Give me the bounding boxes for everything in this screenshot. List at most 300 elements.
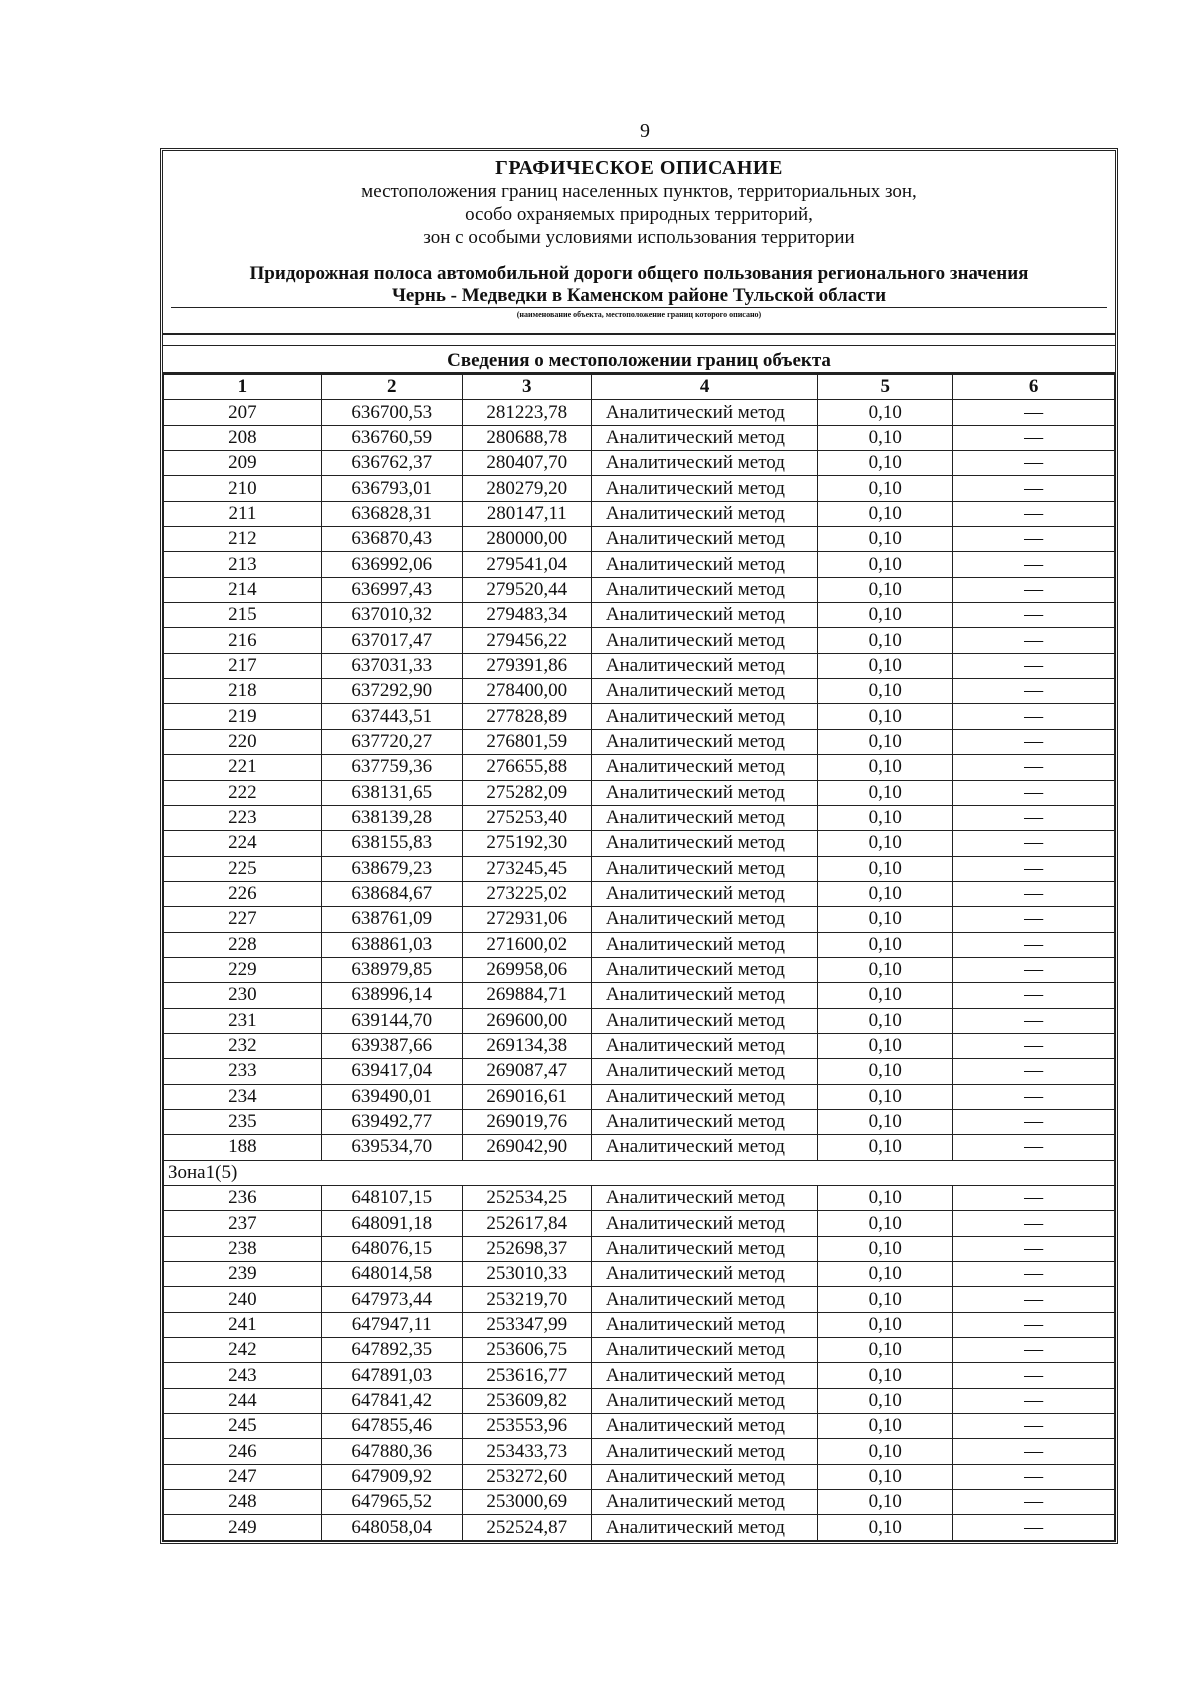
coord-y: 280407,70 [462,451,591,476]
point-number: 238 [164,1236,322,1261]
table-row [164,856,1115,881]
subtitle-line: особо охраняемых природных территорий, [465,204,813,225]
method-cell: Аналитический метод [591,1338,817,1363]
coord-y: 269134,38 [462,1033,591,1058]
coord-x: 639417,04 [321,1059,462,1084]
accuracy-cell: 0,10 [818,425,953,450]
column-header: 3 [462,375,591,400]
description-cell: — [953,983,1115,1008]
column-header: 4 [591,375,817,400]
coord-y: 253553,96 [462,1414,591,1439]
description-cell: — [953,1135,1115,1160]
table-row [164,1008,1115,1033]
table-row [164,1186,1115,1211]
table-row [164,476,1115,501]
coord-x: 648014,58 [321,1262,462,1287]
coord-x: 636997,43 [321,577,462,602]
table-row [164,653,1115,678]
method-cell: Аналитический метод [591,1439,817,1464]
accuracy-cell: 0,10 [818,552,953,577]
coord-x: 638131,65 [321,780,462,805]
point-number: 215 [164,603,322,628]
description-cell: — [953,1515,1115,1540]
coord-y: 253347,99 [462,1312,591,1337]
table-row [164,425,1115,450]
coord-x: 636760,59 [321,425,462,450]
coord-x: 648091,18 [321,1211,462,1236]
description-cell: — [953,577,1115,602]
description-cell: — [953,1262,1115,1287]
accuracy-cell: 0,10 [818,1338,953,1363]
coord-y: 253609,82 [462,1388,591,1413]
point-number: 208 [164,425,322,450]
point-number: 213 [164,552,322,577]
zone-label: Зона1(5) [164,1160,1115,1185]
accuracy-cell: 0,10 [818,577,953,602]
description-cell: — [953,1186,1115,1211]
description-cell: — [953,1211,1115,1236]
coord-y: 278400,00 [462,679,591,704]
coord-x: 638761,09 [321,907,462,932]
coord-y: 281223,78 [462,400,591,425]
subtitle-line: местоположения границ населенных пунктов, территориальных зон, [361,181,917,202]
method-cell: Аналитический метод [591,856,817,881]
accuracy-cell: 0,10 [818,628,953,653]
accuracy-cell: 0,10 [818,983,953,1008]
coord-y: 273245,45 [462,856,591,881]
coord-x: 639387,66 [321,1033,462,1058]
table-row [164,983,1115,1008]
table-row [164,501,1115,526]
description-cell: — [953,552,1115,577]
coord-x: 636700,53 [321,400,462,425]
method-cell: Аналитический метод [591,653,817,678]
method-cell: Аналитический метод [591,527,817,552]
coord-y: 279456,22 [462,628,591,653]
table-row [164,755,1115,780]
table-row [164,1135,1115,1160]
coord-y: 279541,04 [462,552,591,577]
method-cell: Аналитический метод [591,1033,817,1058]
point-number: 228 [164,932,322,957]
table-row [164,932,1115,957]
point-number: 218 [164,679,322,704]
accuracy-cell: 0,10 [818,1236,953,1261]
method-cell: Аналитический метод [591,1135,817,1160]
table-row [164,400,1115,425]
coord-y: 253000,69 [462,1490,591,1515]
point-number: 231 [164,1008,322,1033]
point-number: 247 [164,1464,322,1489]
coord-x: 639490,01 [321,1084,462,1109]
table-row [164,1464,1115,1489]
description-cell: — [953,451,1115,476]
coord-y: 279483,34 [462,603,591,628]
point-number: 240 [164,1287,322,1312]
description-cell: — [953,907,1115,932]
method-cell: Аналитический метод [591,1059,817,1084]
method-cell: Аналитический метод [591,805,817,830]
coord-x: 638684,67 [321,881,462,906]
coord-y: 253616,77 [462,1363,591,1388]
point-number: 226 [164,881,322,906]
table-row [164,805,1115,830]
document-frame [160,148,1118,1544]
description-cell: — [953,1236,1115,1261]
point-number: 242 [164,1338,322,1363]
table-row [164,1338,1115,1363]
coord-y: 269019,76 [462,1109,591,1134]
accuracy-cell: 0,10 [818,1312,953,1337]
coord-y: 253219,70 [462,1287,591,1312]
method-cell: Аналитический метод [591,729,817,754]
accuracy-cell: 0,10 [818,1186,953,1211]
coord-y: 273225,02 [462,881,591,906]
point-number: 221 [164,755,322,780]
accuracy-cell: 0,10 [818,1414,953,1439]
page-number: 9 [640,120,650,142]
accuracy-cell: 0,10 [818,1262,953,1287]
method-cell: Аналитический метод [591,957,817,982]
accuracy-cell: 0,10 [818,679,953,704]
coord-y: 272931,06 [462,907,591,932]
coord-x: 638139,28 [321,805,462,830]
point-number: 230 [164,983,322,1008]
description-cell: — [953,628,1115,653]
coord-y: 252534,25 [462,1186,591,1211]
coord-y: 269884,71 [462,983,591,1008]
description-cell: — [953,1490,1115,1515]
coord-y: 253606,75 [462,1338,591,1363]
accuracy-cell: 0,10 [818,1363,953,1388]
coord-y: 277828,89 [462,704,591,729]
accuracy-cell: 0,10 [818,1464,953,1489]
accuracy-cell: 0,10 [818,653,953,678]
table-row [164,1388,1115,1413]
accuracy-cell: 0,10 [818,1515,953,1540]
accuracy-cell: 0,10 [818,704,953,729]
coord-x: 636793,01 [321,476,462,501]
table-row [164,451,1115,476]
method-cell: Аналитический метод [591,780,817,805]
description-cell: — [953,780,1115,805]
coord-x: 637017,47 [321,628,462,653]
accuracy-cell: 0,10 [818,831,953,856]
method-cell: Аналитический метод [591,603,817,628]
point-number: 248 [164,1490,322,1515]
accuracy-cell: 0,10 [818,1490,953,1515]
table-row [164,1084,1115,1109]
coord-x: 638679,23 [321,856,462,881]
description-cell: — [953,932,1115,957]
column-header: 6 [953,375,1115,400]
column-header: 1 [164,375,322,400]
method-cell: Аналитический метод [591,425,817,450]
table-row [164,729,1115,754]
point-number: 229 [164,957,322,982]
method-cell: Аналитический метод [591,628,817,653]
point-number: 243 [164,1363,322,1388]
accuracy-cell: 0,10 [818,1059,953,1084]
point-number: 188 [164,1135,322,1160]
description-cell: — [953,1033,1115,1058]
table-row [164,1287,1115,1312]
point-number: 210 [164,476,322,501]
description-cell: — [953,1059,1115,1084]
description-cell: — [953,476,1115,501]
coord-y: 253272,60 [462,1464,591,1489]
table-row [164,1033,1115,1058]
coord-x: 647891,03 [321,1363,462,1388]
point-number: 216 [164,628,322,653]
point-number: 219 [164,704,322,729]
point-number: 225 [164,856,322,881]
accuracy-cell: 0,10 [818,527,953,552]
table-row [164,679,1115,704]
accuracy-cell: 0,10 [818,1388,953,1413]
coordinates-table [163,374,1115,1541]
method-cell: Аналитический метод [591,1363,817,1388]
table-row [164,527,1115,552]
coord-y: 279520,44 [462,577,591,602]
table-row [164,881,1115,906]
coord-x: 636828,31 [321,501,462,526]
coord-y: 280688,78 [462,425,591,450]
method-cell: Аналитический метод [591,704,817,729]
accuracy-cell: 0,10 [818,1439,953,1464]
coord-x: 637010,32 [321,603,462,628]
method-cell: Аналитический метод [591,1515,817,1540]
accuracy-cell: 0,10 [818,729,953,754]
point-number: 227 [164,907,322,932]
method-cell: Аналитический метод [591,451,817,476]
table-header-row [164,375,1115,400]
table-row [164,957,1115,982]
method-cell: Аналитический метод [591,1211,817,1236]
point-number: 224 [164,831,322,856]
coord-y: 275192,30 [462,831,591,856]
method-cell: Аналитический метод [591,932,817,957]
coord-y: 253010,33 [462,1262,591,1287]
description-cell: — [953,527,1115,552]
coord-y: 280000,00 [462,527,591,552]
table-row [164,907,1115,932]
description-cell: — [953,1312,1115,1337]
table-row [164,1059,1115,1084]
coord-y: 276801,59 [462,729,591,754]
description-cell: — [953,831,1115,856]
description-cell: — [953,881,1115,906]
accuracy-cell: 0,10 [818,603,953,628]
method-cell: Аналитический метод [591,1109,817,1134]
accuracy-cell: 0,10 [818,501,953,526]
description-cell: — [953,501,1115,526]
method-cell: Аналитический метод [591,1262,817,1287]
zone-row [164,1160,1115,1185]
coord-y: 280147,11 [462,501,591,526]
method-cell: Аналитический метод [591,983,817,1008]
point-number: 233 [164,1059,322,1084]
coord-x: 638155,83 [321,831,462,856]
table-row [164,1515,1115,1540]
table-row [164,1109,1115,1134]
table-row [164,1363,1115,1388]
point-number: 209 [164,451,322,476]
coord-x: 639534,70 [321,1135,462,1160]
table-row [164,704,1115,729]
point-number: 249 [164,1515,322,1540]
coord-y: 276655,88 [462,755,591,780]
coord-x: 638979,85 [321,957,462,982]
method-cell: Аналитический метод [591,476,817,501]
point-number: 246 [164,1439,322,1464]
accuracy-cell: 0,10 [818,1109,953,1134]
description-cell: — [953,805,1115,830]
column-header: 5 [818,375,953,400]
table-row [164,603,1115,628]
description-cell: — [953,1338,1115,1363]
coord-x: 647855,46 [321,1414,462,1439]
point-number: 232 [164,1033,322,1058]
method-cell: Аналитический метод [591,1186,817,1211]
accuracy-cell: 0,10 [818,1287,953,1312]
method-cell: Аналитический метод [591,1464,817,1489]
coord-y: 269087,47 [462,1059,591,1084]
description-cell: — [953,729,1115,754]
point-number: 234 [164,1084,322,1109]
description-cell: — [953,957,1115,982]
coord-y: 269016,61 [462,1084,591,1109]
coord-x: 648076,15 [321,1236,462,1261]
coord-y: 253433,73 [462,1439,591,1464]
method-cell: Аналитический метод [591,1287,817,1312]
method-cell: Аналитический метод [591,400,817,425]
accuracy-cell: 0,10 [818,805,953,830]
point-number: 245 [164,1414,322,1439]
table-row [164,577,1115,602]
table-body [164,400,1115,1540]
description-cell: — [953,1084,1115,1109]
description-cell: — [953,1439,1115,1464]
accuracy-cell: 0,10 [818,1008,953,1033]
coord-x: 637292,90 [321,679,462,704]
method-cell: Аналитический метод [591,1388,817,1413]
object-name-line-1: Придорожная полоса автомобильной дороги общего пользования регионального значения [249,263,1029,284]
table-row [164,1414,1115,1439]
description-cell: — [953,400,1115,425]
coord-x: 637720,27 [321,729,462,754]
section-title: Сведения о местоположении границ объекта [163,345,1115,374]
accuracy-cell: 0,10 [818,1211,953,1236]
coord-y: 279391,86 [462,653,591,678]
coord-x: 648058,04 [321,1515,462,1540]
point-number: 223 [164,805,322,830]
point-number: 241 [164,1312,322,1337]
method-cell: Аналитический метод [591,552,817,577]
coord-x: 638861,03 [321,932,462,957]
coord-x: 647909,92 [321,1464,462,1489]
description-cell: — [953,603,1115,628]
coord-y: 252524,87 [462,1515,591,1540]
coord-x: 647973,44 [321,1287,462,1312]
point-number: 237 [164,1211,322,1236]
table-row [164,1439,1115,1464]
accuracy-cell: 0,10 [818,881,953,906]
coord-y: 280279,20 [462,476,591,501]
coord-y: 269600,00 [462,1008,591,1033]
coord-x: 637031,33 [321,653,462,678]
method-cell: Аналитический метод [591,831,817,856]
method-cell: Аналитический метод [591,1008,817,1033]
coord-x: 647841,42 [321,1388,462,1413]
accuracy-cell: 0,10 [818,932,953,957]
coord-x: 638996,14 [321,983,462,1008]
coord-y: 275282,09 [462,780,591,805]
coord-x: 647965,52 [321,1490,462,1515]
method-cell: Аналитический метод [591,907,817,932]
method-cell: Аналитический метод [591,1084,817,1109]
description-cell: — [953,1008,1115,1033]
object-name-line-2: Чернь - Медведки в Каменском районе Тульской области [171,285,1107,308]
column-header: 2 [321,375,462,400]
coord-y: 252698,37 [462,1236,591,1261]
method-cell: Аналитический метод [591,1236,817,1261]
object-caption: (наименование объекта, местоположение границ которого описано) [516,310,762,319]
coord-x: 639144,70 [321,1008,462,1033]
description-cell: — [953,653,1115,678]
accuracy-cell: 0,10 [818,1084,953,1109]
point-number: 214 [164,577,322,602]
method-cell: Аналитический метод [591,1414,817,1439]
accuracy-cell: 0,10 [818,907,953,932]
table-row [164,1312,1115,1337]
point-number: 236 [164,1186,322,1211]
coord-y: 252617,84 [462,1211,591,1236]
table-row [164,1211,1115,1236]
method-cell: Аналитический метод [591,577,817,602]
coord-y: 269958,06 [462,957,591,982]
coord-y: 275253,40 [462,805,591,830]
method-cell: Аналитический метод [591,679,817,704]
accuracy-cell: 0,10 [818,957,953,982]
accuracy-cell: 0,10 [818,856,953,881]
description-cell: — [953,1287,1115,1312]
coord-x: 637759,36 [321,755,462,780]
subtitle-line: зон с особыми условиями использования территории [423,227,855,248]
coord-x: 637443,51 [321,704,462,729]
point-number: 239 [164,1262,322,1287]
description-cell: — [953,1464,1115,1489]
point-number: 207 [164,400,322,425]
coord-x: 648107,15 [321,1186,462,1211]
description-cell: — [953,755,1115,780]
method-cell: Аналитический метод [591,881,817,906]
coord-x: 647880,36 [321,1439,462,1464]
table-row [164,1236,1115,1261]
method-cell: Аналитический метод [591,1312,817,1337]
table-row [164,831,1115,856]
document-header [163,151,1115,335]
table-row [164,1490,1115,1515]
coord-x: 636870,43 [321,527,462,552]
description-cell: — [953,1388,1115,1413]
point-number: 235 [164,1109,322,1134]
method-cell: Аналитический метод [591,755,817,780]
table-row [164,780,1115,805]
description-cell: — [953,1109,1115,1134]
point-number: 212 [164,527,322,552]
method-cell: Аналитический метод [591,501,817,526]
